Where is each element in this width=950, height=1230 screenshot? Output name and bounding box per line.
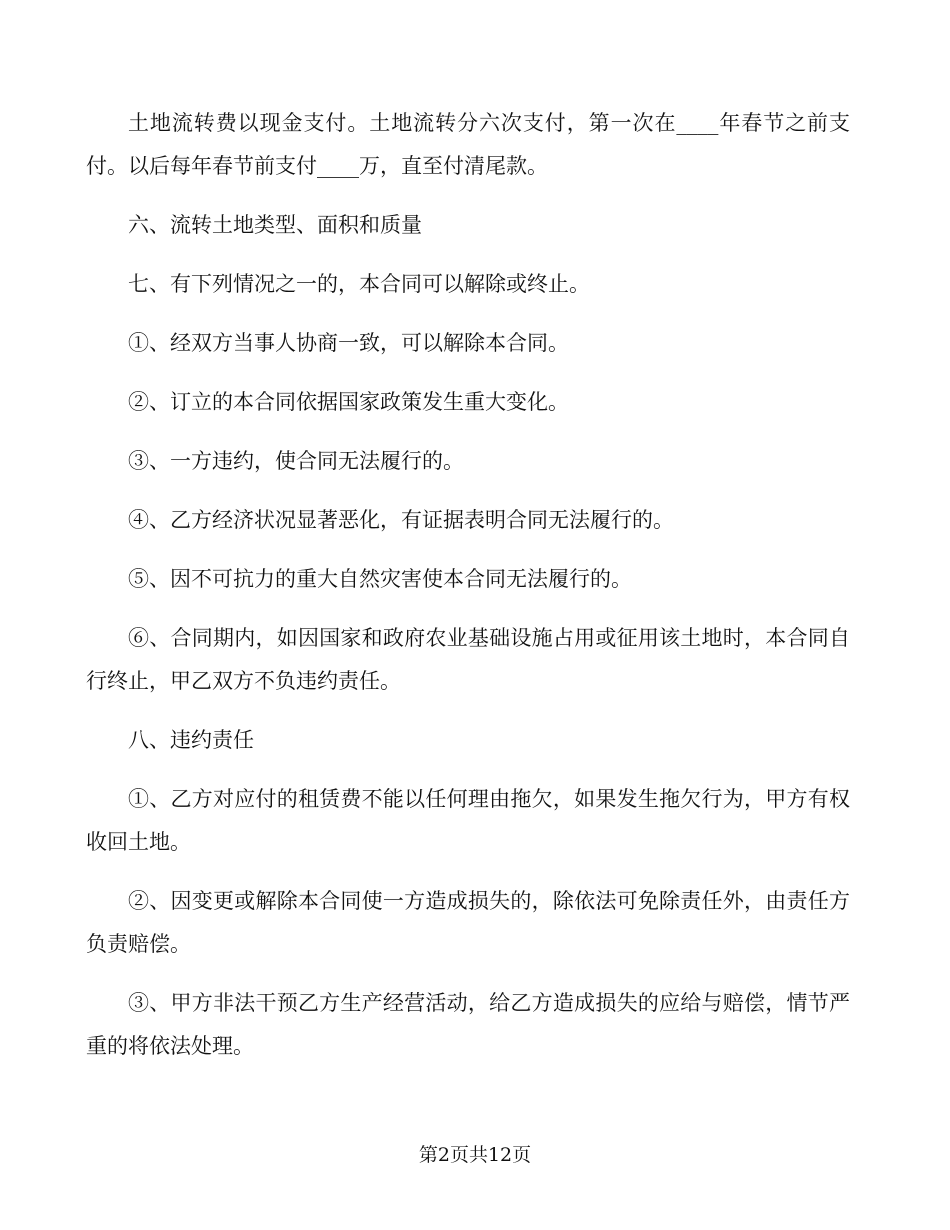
termination-item-3: ③、一方违约，使合同无法履行的。 — [128, 449, 464, 473]
termination-item-4: ④、乙方经济状况显著恶化，有证据表明合同无法履行的。 — [128, 508, 674, 532]
liability-item-3: ③、甲方非法干预乙方生产经营活动，给乙方造成损失的应给与赔偿，情节严重的将依法处理。 — [86, 991, 850, 1058]
termination-item-1: ①、经双方当事人协商一致，可以解除本合同。 — [128, 331, 569, 355]
page-number-footer: 第2页共12页 — [418, 1144, 532, 1166]
liability-item-2: ②、因变更或解除本合同使一方造成损失的，除依法可免除责任外，由责任方负责赔偿。 — [86, 889, 850, 956]
termination-item-5: ⑤、因不可抗力的重大自然灾害使本合同无法履行的。 — [128, 567, 632, 591]
termination-item-6: ⑥、合同期内，如因国家和政府农业基础设施占用或征用该土地时，本合同自行终止，甲乙双方不负违约责任。 — [86, 626, 850, 693]
document-body — [86, 102, 850, 1084]
paragraph-payment-terms: 土地流转费以现金支付。土地流转分六次支付，第一次在____年春节之前支付。以后每年春节前支付____万，直至付清尾款。 — [86, 111, 850, 178]
section-heading-land-type: 六、流转土地类型、面积和质量 — [128, 213, 422, 237]
liability-item-1: ①、乙方对应付的租赁费不能以任何理由拖欠，如果发生拖欠行为，甲方有权收回土地。 — [86, 787, 850, 854]
section-heading-liability: 八、违约责任 — [128, 728, 254, 752]
termination-item-2: ②、订立的本合同依据国家政策发生重大变化。 — [128, 390, 569, 414]
section-heading-termination: 七、有下列情况之一的，本合同可以解除或终止。 — [128, 272, 590, 296]
